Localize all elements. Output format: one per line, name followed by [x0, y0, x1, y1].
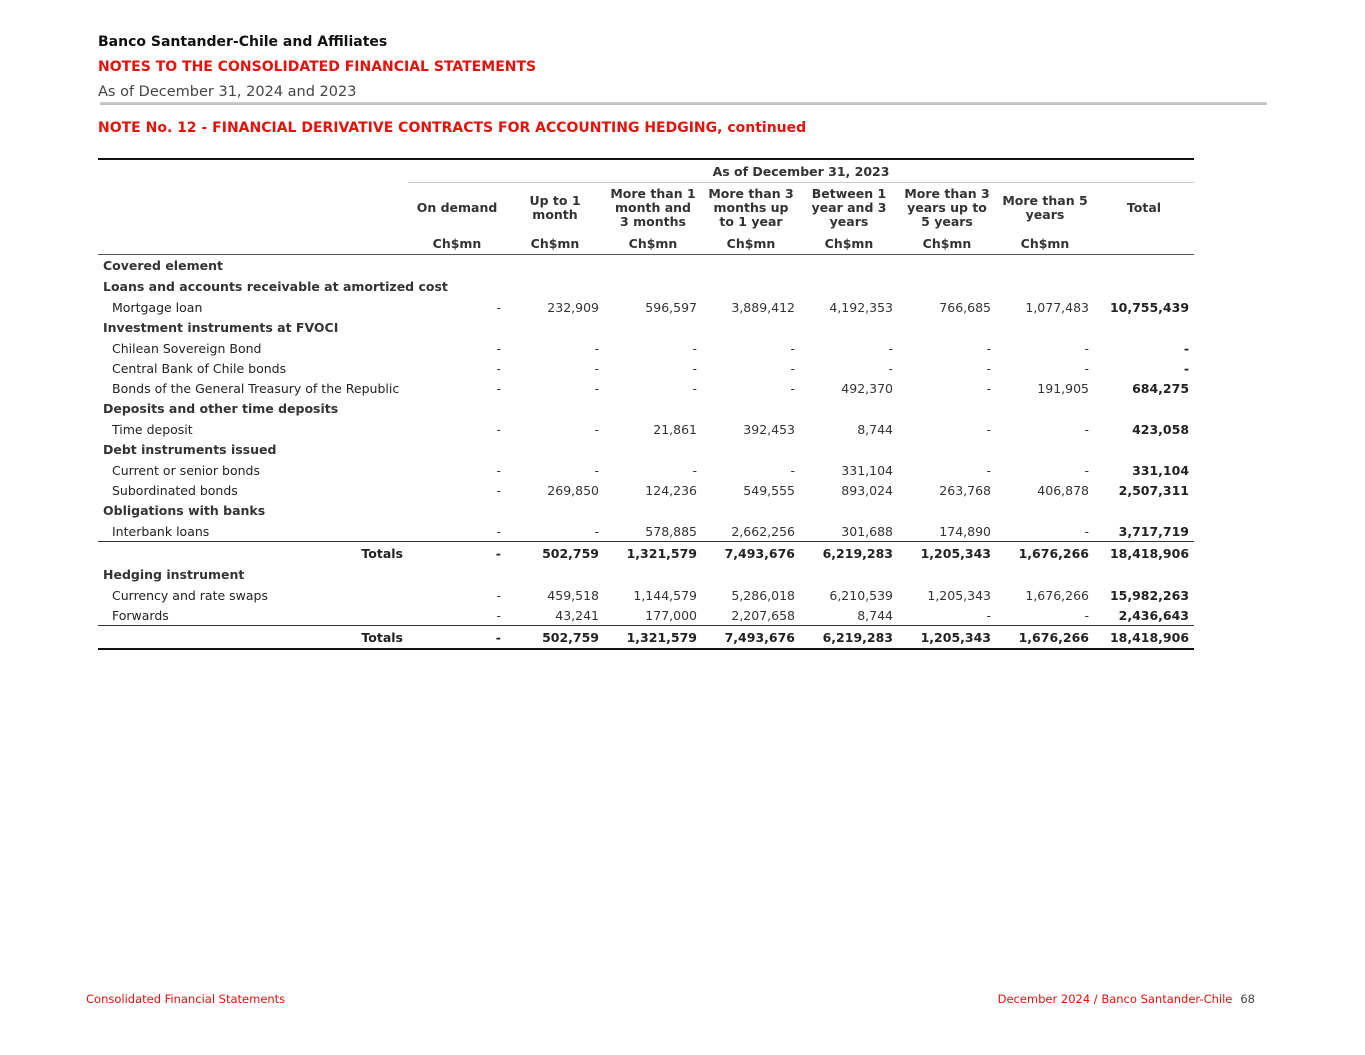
value-cell: 1,676,266 [996, 542, 1094, 565]
value-cell: 4,192,353 [829, 299, 893, 315]
value-cell: 766,685 [939, 299, 991, 315]
value-cell: - [594, 523, 599, 539]
row-total-cell: 2,436,643 [1118, 607, 1190, 623]
units-row [98, 233, 1194, 255]
as-of-date: As of December 31, 2024 and 2023 [98, 84, 357, 100]
value-cell: 232,909 [547, 299, 599, 315]
section-heading-row [98, 255, 1194, 277]
group-heading: Obligations with banks [103, 503, 266, 518]
value-cell: - [790, 340, 795, 356]
value-cell: 502,759 [506, 626, 604, 650]
value-cell: 8,744 [857, 421, 893, 437]
column-header: Up to 1 month [529, 193, 581, 222]
table-row [98, 460, 1194, 480]
value-cell: 263,768 [939, 482, 991, 498]
company-name: Banco Santander-Chile and Affiliates [98, 34, 388, 50]
value-cell: - [790, 380, 795, 396]
value-cell: 1,676,266 [1025, 587, 1089, 603]
value-cell: 6,210,539 [829, 587, 893, 603]
group-heading-row [98, 500, 1194, 521]
row-label: Mortgage loan [112, 299, 203, 315]
value-cell: 1,077,483 [1025, 299, 1089, 315]
value-cell: 21,861 [653, 421, 697, 437]
row-total-cell: 18,418,906 [1094, 542, 1194, 565]
value-cell: 1,144,579 [633, 587, 697, 603]
value-cell: - [986, 421, 991, 437]
table-row [98, 297, 1194, 317]
value-cell: - [692, 340, 697, 356]
value-cell: 3,889,412 [731, 299, 795, 315]
value-cell: - [1084, 462, 1089, 478]
value-cell: - [692, 462, 697, 478]
footer-left: Consolidated Financial Statements [86, 992, 286, 1006]
table-row [98, 378, 1194, 398]
row-total-cell: 3,717,719 [1118, 523, 1190, 539]
value-cell: 8,744 [857, 607, 893, 623]
row-total-cell: 10,755,439 [1109, 299, 1190, 315]
value-cell: - [1084, 607, 1089, 623]
row-label: Currency and rate swaps [112, 587, 268, 603]
value-cell: - [1084, 340, 1089, 356]
group-heading-row [98, 439, 1194, 460]
value-cell: 331,104 [841, 462, 893, 478]
value-cell: - [986, 360, 991, 376]
table-row [98, 605, 1194, 626]
table-row [98, 585, 1194, 605]
value-cell: - [986, 380, 991, 396]
row-label: Bonds of the General Treasury of the Republic [112, 380, 400, 396]
table-row [98, 338, 1194, 358]
period-header: As of December 31, 2023 [408, 160, 1194, 183]
value-cell: - [986, 607, 991, 623]
row-total-cell: 423,058 [1132, 421, 1190, 437]
value-cell: - [888, 360, 893, 376]
table-row [98, 419, 1194, 439]
group-heading: Investment instruments at FVOCI [103, 320, 339, 335]
row-total-cell: 18,418,906 [1094, 626, 1194, 650]
row-label: Interbank loans [112, 523, 210, 539]
value-cell: - [496, 340, 501, 356]
value-cell: 459,518 [547, 587, 599, 603]
section-heading: Hedging instrument [103, 567, 245, 582]
row-label: Time deposit [112, 421, 193, 437]
value-cell: - [986, 462, 991, 478]
row-label: Current or senior bonds [112, 462, 260, 478]
value-cell: 177,000 [645, 607, 697, 623]
value-cell: 2,207,658 [731, 607, 795, 623]
value-cell: 6,219,283 [800, 626, 898, 650]
table-row [98, 480, 1194, 500]
value-cell: - [496, 380, 501, 396]
header-divider [100, 102, 1267, 105]
group-heading: Loans and accounts receivable at amortized cost [103, 279, 448, 294]
value-cell: - [594, 421, 599, 437]
column-header: Total [1126, 200, 1162, 215]
column-header: More than 3 months up to 1 year [708, 186, 794, 229]
value-cell: - [496, 607, 501, 623]
value-cell: 124,236 [645, 482, 697, 498]
value-cell: - [888, 340, 893, 356]
unit-label: Ch$mn [408, 233, 506, 255]
value-cell: 191,905 [1037, 380, 1089, 396]
footer-right-text: December 2024 / Banco Santander-Chile [997, 992, 1233, 1006]
group-heading-row [98, 398, 1194, 419]
value-cell: 6,219,283 [800, 542, 898, 565]
value-cell: 596,597 [645, 299, 697, 315]
value-cell: 2,662,256 [731, 523, 795, 539]
row-total-cell: - [1183, 360, 1190, 376]
value-cell: 174,890 [939, 523, 991, 539]
row-total-cell: - [1183, 340, 1190, 356]
unit-label: Ch$mn [506, 233, 604, 255]
section-heading-row [98, 564, 1194, 585]
value-cell: - [594, 360, 599, 376]
period-row [98, 160, 1194, 183]
value-cell: 1,321,579 [604, 626, 702, 650]
totals-label: Totals [98, 542, 408, 565]
value-cell: - [692, 380, 697, 396]
value-cell: - [692, 360, 697, 376]
column-header: More than 5 years [1002, 193, 1088, 222]
value-cell: 492,370 [841, 380, 893, 396]
value-cell: - [1084, 421, 1089, 437]
column-header: On demand [416, 200, 498, 215]
row-label: Subordinated bonds [112, 482, 238, 498]
value-cell: 1,676,266 [996, 626, 1094, 650]
page-number: 68 [1240, 992, 1255, 1006]
value-cell: 301,688 [841, 523, 893, 539]
value-cell: - [408, 626, 506, 650]
value-cell: 406,878 [1037, 482, 1089, 498]
value-cell: - [496, 523, 501, 539]
section-heading: Covered element [103, 258, 223, 273]
value-cell: 43,241 [555, 607, 599, 623]
group-heading: Debt instruments issued [103, 442, 277, 457]
value-cell: - [408, 542, 506, 565]
value-cell: - [496, 360, 501, 376]
value-cell: 269,850 [547, 482, 599, 498]
value-cell: - [1084, 523, 1089, 539]
value-cell: 1,205,343 [898, 542, 996, 565]
note-title: NOTE No. 12 - FINANCIAL DERIVATIVE CONTRACTS FOR ACCOUNTING HEDGING, continued [98, 120, 807, 136]
unit-label: Ch$mn [996, 233, 1094, 255]
unit-label: Ch$mn [604, 233, 702, 255]
row-label: Chilean Sovereign Bond [112, 340, 262, 356]
footer-right [998, 992, 1255, 1006]
value-cell: 7,493,676 [702, 542, 800, 565]
value-cell: 893,024 [841, 482, 893, 498]
unit-label [1094, 233, 1194, 255]
unit-label: Ch$mn [702, 233, 800, 255]
row-total-cell: 684,275 [1132, 380, 1190, 396]
value-cell: 1,321,579 [604, 542, 702, 565]
value-cell: - [496, 299, 501, 315]
maturity-table [98, 158, 1194, 650]
value-cell: - [594, 340, 599, 356]
group-heading: Deposits and other time deposits [103, 401, 339, 416]
value-cell: 7,493,676 [702, 626, 800, 650]
value-cell: - [1084, 360, 1089, 376]
value-cell: - [496, 421, 501, 437]
value-cell: 5,286,018 [731, 587, 795, 603]
value-cell: 1,205,343 [927, 587, 991, 603]
totals-row [98, 626, 1194, 650]
unit-label: Ch$mn [800, 233, 898, 255]
notes-title: NOTES TO THE CONSOLIDATED FINANCIAL STATEMENTS [98, 59, 537, 75]
value-cell: 1,205,343 [898, 626, 996, 650]
value-cell: - [594, 462, 599, 478]
table-row [98, 521, 1194, 542]
value-cell: - [496, 462, 501, 478]
row-total-cell: 15,982,263 [1109, 587, 1190, 603]
row-total-cell: 2,507,311 [1118, 482, 1190, 498]
column-header: More than 1 month and 3 months [610, 186, 696, 229]
group-heading-row [98, 276, 1194, 297]
value-cell: 392,453 [743, 421, 795, 437]
totals-label: Totals [98, 626, 408, 650]
unit-label: Ch$mn [898, 233, 996, 255]
value-cell: 578,885 [645, 523, 697, 539]
row-label: Central Bank of Chile bonds [112, 360, 287, 376]
value-cell: - [496, 482, 501, 498]
column-header: More than 3 years up to 5 years [904, 186, 990, 229]
totals-row [98, 542, 1194, 565]
value-cell: 549,555 [743, 482, 795, 498]
value-cell: - [790, 360, 795, 376]
column-header-row [98, 183, 1194, 234]
value-cell: - [986, 340, 991, 356]
column-header: Between 1 year and 3 years [811, 186, 887, 229]
value-cell: - [496, 587, 501, 603]
value-cell: 502,759 [506, 542, 604, 565]
value-cell: - [594, 380, 599, 396]
row-label: Forwards [112, 607, 169, 623]
value-cell: - [790, 462, 795, 478]
table-row [98, 358, 1194, 378]
row-total-cell: 331,104 [1132, 462, 1190, 478]
group-heading-row [98, 317, 1194, 338]
